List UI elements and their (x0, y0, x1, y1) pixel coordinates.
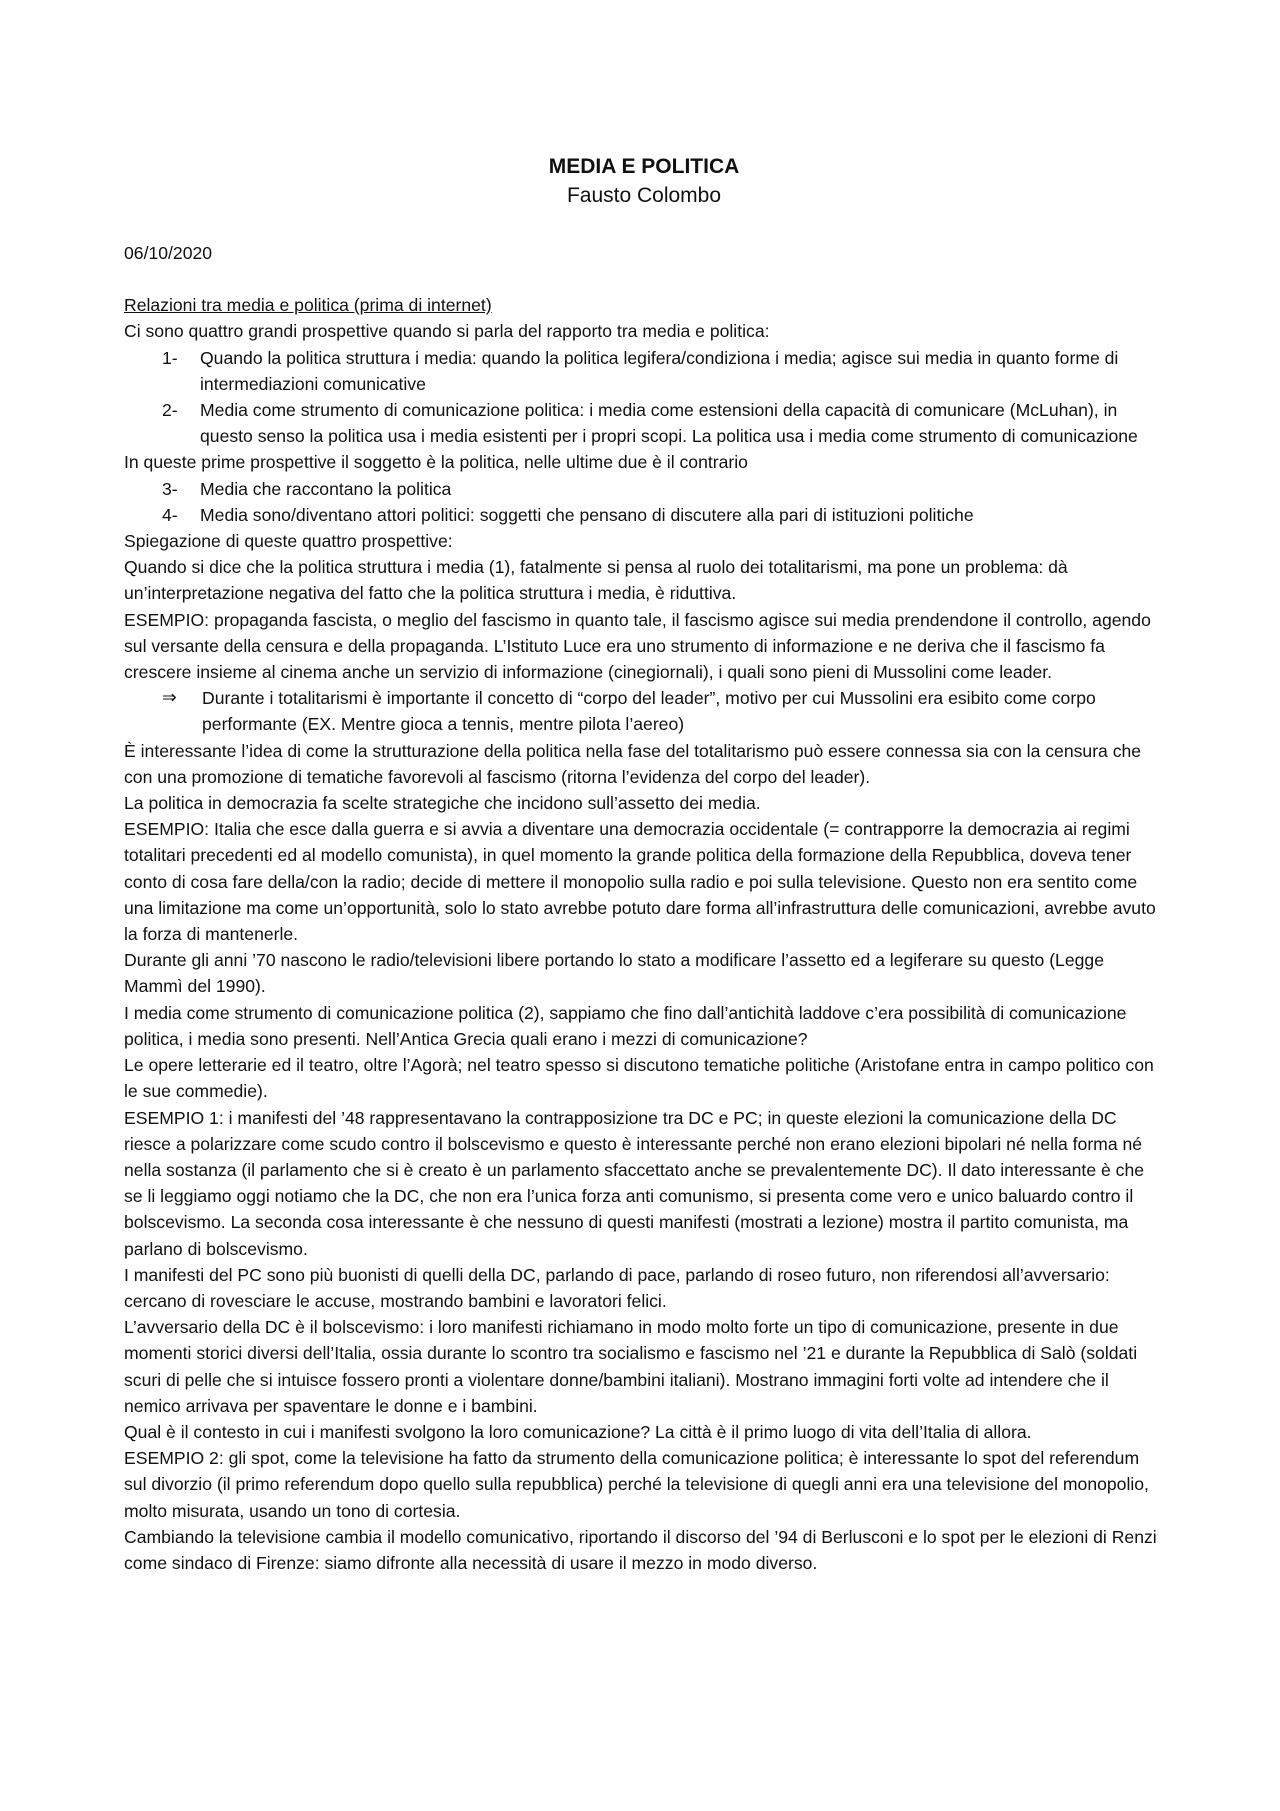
body-paragraph: Qual è il contesto in cui i manifesti svolgono la loro comunicazione? La città è il primo luogo di vita dell’Italia di allora. (124, 1421, 1032, 1442)
body-paragraph: È interessante l’idea di come la strutturazione della politica nella fase del totalitarismo può essere connessa sia con la censura che con una promozione di tematiche favorevoli al fascismo (ritorna l’evidenza del corpo del leader). (124, 740, 1142, 787)
title-block (124, 152, 1164, 210)
body-paragraphs-second (124, 738, 1164, 1577)
body-paragraph: I media come strumento di comunicazione politica (2), sappiamo che fino dall’antichità laddove c’era possibilità di comunicazione politica, i media sono presenti. Nell’Antica Grecia quali erano i mezzi di comunicazione? (124, 1002, 1127, 1049)
body-paragraph: Durante gli anni ’70 nascono le radio/televisioni libere portando lo stato a modificare l’assetto ed a legiferare su questo (Legge Mammì del 1990). (124, 950, 1104, 997)
document-page (124, 152, 1164, 1576)
numbered-list-item (124, 345, 1164, 397)
body-paragraph: Quando si dice che la politica struttura i media (1), fatalmente si pensa al ruolo dei totalitarismi, ma pone un problema: dà un’interpretazione negativa del fatto che la politica struttura i media, è riduttiva. (124, 557, 1068, 604)
body-paragraph: La politica in democrazia fa scelte strategiche che incidono sull’assetto dei media. (124, 793, 761, 814)
body-paragraph: Cambiando la televisione cambia il modello comunicativo, riportando il discorso del ’94 di Berlusconi e lo spot per le elezioni di Renzi come sindaco di Firenze: siamo difronte alla necessità di usare il mezzo in modo diverso. (124, 1526, 1157, 1573)
bridge-paragraph: In queste prime prospettive il soggetto è la politica, nelle ultime due è il contrario (124, 452, 748, 473)
numbered-list-item (124, 502, 1164, 528)
body-paragraph: ESEMPIO 1: i manifesti del ’48 rappresentavano la contrapposizione tra DC e PC; in queste elezioni la comunicazione della DC riesce a polarizzare come scudo contro il bolscevismo e questo è interessante perché non erano elezioni bipolari né nella forma né nella sostanza (il parlamento che si è creato è un parlamento sfaccettato anche se prevalentemente DC). Il dato interessante è che se li leggiamo oggi notiamo che la DC, che non era l’unica forza anti comunismo, si presenta come vero e unico baluardo contro il bolscevismo. La seconda cosa interessante è che nessuno di questi manifesti (mostrati a lezione) mostra il partito comunista, ma parlano di bolscevismo. (124, 1107, 1145, 1259)
document-author: Fausto Colombo (566, 184, 722, 207)
list-item-text: Media come strumento di comunicazione politica: i media come estensioni della capacità di comunicare (McLuhan), in questo senso la politica usa i media esistenti per i propri scopi. La politica usa i media come strumento di comunicazione (200, 400, 1138, 447)
body-paragraphs-first (124, 528, 1164, 685)
body-paragraph: Le opere letterarie ed il teatro, oltre l’Agorà; nel teatro spesso si discutono tematiche politiche (Aristofane entra in campo politico con le sue commedie). (124, 1055, 1154, 1102)
body-paragraph: I manifesti del PC sono più buonisti di quelli della DC, parlando di pace, parlando di roseo futuro, non riferendosi all’avversario: cercano di rovesciare le accuse, mostrando bambini e lavoratori felici. (124, 1264, 1110, 1311)
perspectives-list-second (124, 476, 1164, 528)
body-paragraph: ESEMPIO 2: gli spot, come la televisione ha fatto da strumento della comunicazione politica; è interessante lo spot del referendum sul divorzio (il primo referendum dopo quello sulla repubblica) perché la televisione di quegli anni era una televisione del monopolio, molto misurata, usando un tono di cortesia. (124, 1448, 1149, 1521)
perspectives-list-first (124, 345, 1164, 450)
list-item-number: 4- (162, 504, 178, 525)
arrow-right-icon: ⇒ (162, 688, 177, 709)
section-heading: Relazioni tra media e politica (prima di internet) (124, 295, 492, 316)
intro-paragraph: Ci sono quattro grandi prospettive quando si parla del rapporto tra media e politica: (124, 321, 770, 342)
list-item-number: 1- (162, 347, 178, 368)
document-date: 06/10/2020 (124, 243, 213, 263)
arrow-bullet-item (124, 685, 1164, 737)
numbered-list-item (124, 397, 1164, 449)
body-paragraph: ESEMPIO: Italia che esce dalla guerra e si avvia a diventare una democrazia occidentale (= contrapporre la democrazia ai regimi totalitari precedenti ed al modello comunista), in quel momento la grande politica della formazione della Repubblica, doveva tener conto di cosa fare della/con la radio; decide di mettere il monopolio sulla radio e poi sulla televisione. Questo non era sentito come una limitazione ma come un’opportunità, solo lo stato avrebbe potuto dare forma all’infrastruttura delle comunicazioni, avrebbe avuto la forza di mantenerle. (124, 819, 1156, 945)
body-paragraph: Spiegazione di queste quattro prospettive: (124, 531, 453, 552)
list-item-number: 3- (162, 478, 178, 499)
body-paragraph: ESEMPIO: propaganda fascista, o meglio del fascismo in quanto tale, il fascismo agisce sui media prendendone il controllo, agendo sul versante della censura e della propaganda. L’Istituto Luce era uno strumento di informazione e ne deriva che il fascismo fa crescere insieme al cinema anche un servizio di informazione (cinegiornali), i quali sono pieni di Mussolini come leader. (124, 609, 1151, 683)
list-item-text: Media che raccontano la politica (200, 478, 452, 499)
numbered-list-item (124, 476, 1164, 502)
list-item-text: Media sono/diventano attori politici: soggetti che pensano di discutere alla pari di istituzioni politiche (200, 504, 974, 525)
document-title: MEDIA E POLITICA (548, 155, 740, 178)
body-paragraph: L’avversario della DC è il bolscevismo: i loro manifesti richiamano in modo molto forte un tipo di comunicazione, presente in due momenti storici diversi dell’Italia, ossia durante lo scontro tra socialismo e fascismo nel ’21 e durante la Repubblica di Salò (soldati scuri di pelle che si intuisce fossero pronti a violentare donne/bambini italiani). Mostrano immagini forti volte ad intendere che il nemico arrivava per spaventare le donne e i bambini. (124, 1317, 1138, 1416)
arrow-bullet-text: Durante i totalitarismi è importante il concetto di “corpo del leader”, motivo per cui Mussolini era esibito come corpo performante (EX. Mentre gioca a tennis, mentre pilota l’aereo) (202, 688, 1096, 735)
list-item-text: Quando la politica struttura i media: quando la politica legifera/condiziona i media; agisce sui media in quanto forme di intermediazioni comunicative (200, 347, 1119, 394)
list-item-number: 2- (162, 400, 178, 421)
